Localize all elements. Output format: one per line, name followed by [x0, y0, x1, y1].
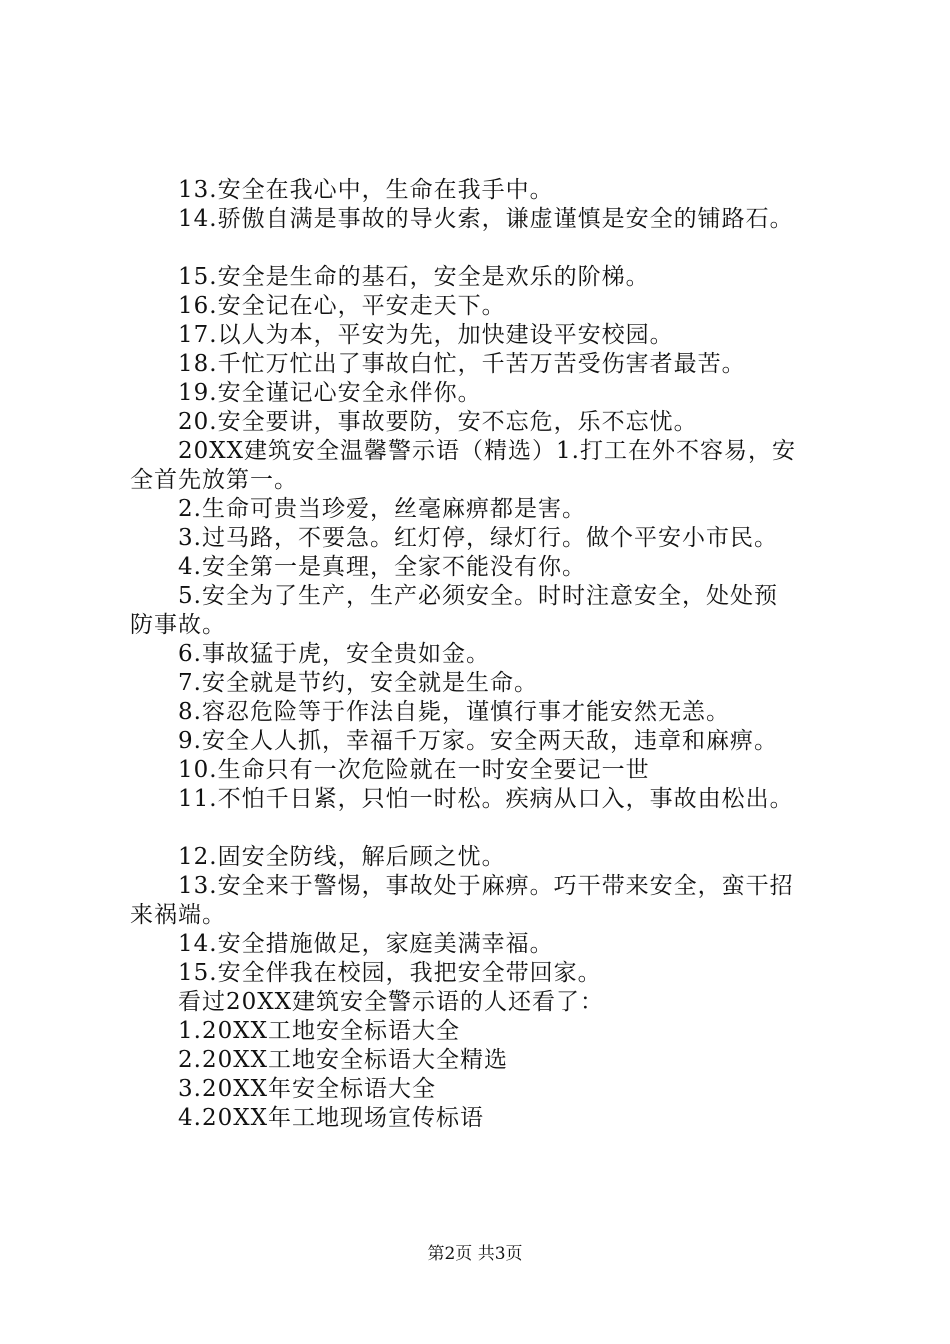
text-line: 13.安全在我心中，生命在我手中。 [178, 177, 554, 203]
text-line: 4.安全第一是真理，全家不能没有你。 [178, 554, 586, 580]
text-line: 19.安全谨记心安全永伴你。 [178, 380, 482, 406]
text-line: 11.不怕千日紧，只怕一时松。疾病从口入，事故由松出。 [178, 786, 794, 812]
text-line: 3.过马路，不要急。红灯停，绿灯行。做个平安小市民。 [178, 525, 778, 551]
page-footer: 第2页 共3页 [427, 1244, 523, 1264]
paragraph-continuation: 防事故。 [130, 612, 226, 638]
text-line: 7.安全就是节约，安全就是生命。 [178, 670, 538, 696]
text-line: 2.生命可贵当珍爱，丝毫麻痹都是害。 [178, 496, 586, 522]
text-line: 6.事故猛于虎，安全贵如金。 [178, 641, 490, 667]
text-line: 10.生命只有一次危险就在一时安全要记一世 [178, 757, 650, 783]
text-line: 8.容忍危险等于作法自毙，谨慎行事才能安然无恙。 [178, 699, 730, 725]
text-line: 1.20XX工地安全标语大全 [178, 1018, 460, 1044]
text-line: 17.以人为本，平安为先，加快建设平安校园。 [178, 322, 674, 348]
text-paragraph [130, 872, 840, 930]
text-line: 4.20XX年工地现场宣传标语 [178, 1105, 484, 1131]
paragraph-line: 13.安全来于警惕，事故处于麻痹。巧干带来安全，蛮干招 [178, 873, 794, 899]
text-line: 16.安全记在心，平安走天下。 [178, 293, 506, 319]
blank-line [130, 814, 840, 843]
text-line: 看过20XX建筑安全警示语的人还看了： [178, 989, 605, 1015]
text-line: 2.20XX工地安全标语大全精选 [178, 1047, 508, 1073]
text-line: 12.固安全防线，解后顾之忧。 [178, 844, 506, 870]
text-line: 14.安全措施做足，家庭美满幸福。 [178, 931, 554, 957]
paragraph-continuation: 来祸端。 [130, 902, 226, 928]
text-line: 14.骄傲自满是事故的导火索，谦虚谨慎是安全的铺路石。 [178, 206, 794, 232]
text-line: 15.安全伴我在校园，我把安全带回家。 [178, 960, 602, 986]
document-body [130, 176, 840, 1133]
text-line: 20.安全要讲，事故要防，安不忘危，乐不忘忧。 [178, 409, 698, 435]
paragraph-continuation: 全首先放第一。 [130, 467, 298, 493]
paragraph-line: 20XX建筑安全温馨警示语（精选）1.打工在外不容易，安 [178, 438, 796, 464]
text-paragraph [130, 437, 840, 495]
text-line: 9.安全人人抓，幸福千万家。安全两天敌，违章和麻痹。 [178, 728, 778, 754]
text-line: 18.千忙万忙出了事故白忙，千苦万苦受伤害者最苦。 [178, 351, 746, 377]
text-line: 3.20XX年安全标语大全 [178, 1076, 436, 1102]
blank-line [130, 234, 840, 263]
paragraph-line: 5.安全为了生产，生产必须安全。时时注意安全，处处预 [178, 583, 778, 609]
text-paragraph [130, 582, 840, 640]
text-line: 15.安全是生命的基石，安全是欢乐的阶梯。 [178, 264, 650, 290]
